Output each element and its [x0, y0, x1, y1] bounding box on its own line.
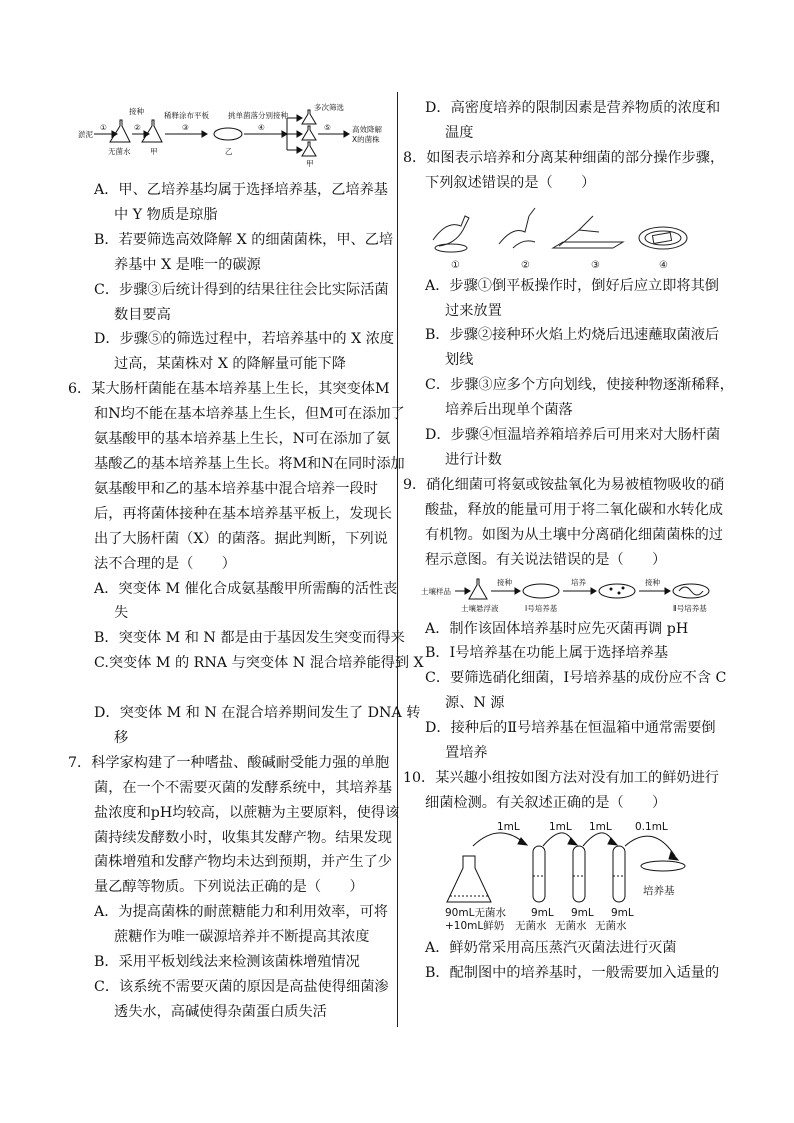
q5-option-d: D．步骤⑤的筛选过程中，若培养基中的 X 浓度 过高，某菌株对 X 的降解量可能下降 [94, 331, 395, 373]
figure-q10-dilution [403, 816, 733, 936]
q9-stem: 9．硝化细菌可将氨或铵盐氧化为易被植物吸收的硝 酸盐，释放的能量可用于将二氧化碳和水转化成 有机物。如图为从土壤中分离硝化细菌菌株的过 程示意图。有关说法错误的是（ ） [403, 476, 725, 568]
q9-label: 土壤样品 [421, 586, 451, 596]
figure-q8-steps [403, 196, 733, 274]
q10-volume-label: 0.1mL [635, 820, 668, 833]
q6-option-b: B．突变体 M 和 N 都是由于基因发生突变而得来 [94, 630, 405, 647]
q9-option-b: B．Ⅰ号培养基在功能上属于选择培养基 [425, 645, 669, 662]
q9-option-d: D．接种后的Ⅱ号培养基在恒温箱中通常需要倒 置培养 [425, 720, 716, 762]
fig5-label: X的菌株 [352, 135, 380, 144]
q10-tube-label: 9mL [571, 906, 594, 919]
q10-tube-label: 无菌水 [595, 919, 627, 932]
q5-option-a: A．甲、乙培养基均属于选择培养基，乙培养基 中 Y 物质是琼脂 [94, 182, 388, 223]
q5-flow-diagram [72, 96, 390, 178]
fig5-label: ③ [182, 123, 189, 132]
q10-dilution-diagram [403, 816, 733, 936]
q10-volume-label: 1mL [589, 820, 612, 833]
fig5-label: 多次筛选 [314, 103, 344, 112]
q9-label: 培养 [571, 577, 586, 587]
q10-tube-label: 无菌水 [555, 919, 587, 932]
q10-volume-label: 1mL [497, 820, 520, 833]
left-column [68, 96, 424, 1025]
q7-option-b: B．采用平板划线法来检测该菌株增殖情况 [94, 954, 360, 971]
fig5-label: 乙 [225, 147, 233, 156]
fig5-label: 稀释涂布平板 [164, 111, 209, 120]
column-divider [397, 92, 398, 1027]
right-column [403, 96, 733, 986]
q10-tube-label: 无菌水 [515, 919, 547, 932]
q8-steps-illustration [403, 196, 733, 274]
q10-volume-label: 1mL [549, 820, 572, 833]
fig5-label: 甲 [150, 147, 158, 156]
q8-option-a: A．步骤①倒平板操作时，倒好后应立即将其倒 过来放置 [425, 277, 719, 319]
q8-option-b: B．步骤②接种环火焰上灼烧后迅速蘸取菌液后 划线 [425, 327, 720, 369]
fig5-label: ① [100, 123, 107, 132]
fig5-label: 挑单菌落分别接种 [228, 111, 288, 120]
q10-option-b: B．配制图中的培养基时，一般需要加入适量的 [425, 964, 720, 981]
q9-label: Ⅱ号培养基 [673, 603, 707, 613]
q5-option-b: B．若要筛选高效降解 X 的细菌菌株，甲、乙培 养基中 X 是唯一的碳源 [94, 231, 394, 273]
q6-option-c: C.突变体 M 的 RNA 与突变体 N 混合培养能得到 X [94, 655, 424, 672]
fig5-label: ② [134, 123, 141, 132]
q7-stem: 7．科学家构建了一种嗜盐、酸碱耐受能力强的单胞 菌，在一个不需要灭菌的发酵系统中，其培养基 盐浓度和pH均较高，以蔗糖为主要原料，使得该 菌持续发酵数小时，收集其发酵产物。结果发现 菌株增殖和发酵产物均未达到预期，并产生了少 量乙醇等物质。下列说法正确的是（ ） [68, 754, 400, 896]
q8-option-c: C．步骤③应多个方向划线，使接种物逐渐稀释， 培养后出现单个菌落 [425, 377, 734, 419]
q8-step-label: ④ [659, 259, 668, 271]
q8-stem: 8．如图表示培养和分离某种细菌的部分操作步骤， 下列叙述错误的是（ ） [403, 149, 725, 191]
q10-stem: 10．某兴趣小组按如图方法对没有加工的鲜奶进行 细菌检测。有关叙述正确的是（ ） [403, 769, 719, 811]
q10-tube-label: 9mL [611, 906, 634, 919]
fig5-label: 甲 [306, 159, 314, 168]
q6-stem: 6．某大肠杆菌能在基本培养基上生长，其突变体M 和N均不能在基本培养基上生长，但M可在添加了 氨基酸甲的基本培养基上生长，N可在添加了氨 基酸乙的基本培养基上生长。将M和N在同时添加 氨基酸甲和乙的基本培养基中混合培养一段时 后，再将菌体接种在基本培养基平板上，发现长 出了大肠杆菌（X）的菌落。据此判断，下列说 法不合理的是（ ） [68, 381, 405, 572]
q5-option-c: C．步骤③后统计得到的结果往往会比实际活菌 数目要高 [94, 281, 389, 323]
q8-option-d: D．步骤④恒温培养箱培养后可用来对大肠杆菌 进行计数 [425, 427, 721, 468]
q9-option-a: A．制作该固体培养基时应先灭菌再调 pH [425, 620, 689, 637]
q7-option-c: C．该系统不需要灭菌的原因是高盐使得细菌渗 透失水，高碱使得杂菌蛋白质失活 [94, 979, 389, 1020]
q9-process-diagram [403, 573, 733, 617]
q9-label: 接种 [497, 577, 512, 587]
q9-option-c: C．要筛选硝化细菌，Ⅰ号培养基的成份应不含 C 源、N 源 [425, 670, 727, 712]
q9-label: 土壤悬浮液 [461, 603, 499, 613]
fig5-label: ④ [258, 123, 265, 132]
q10-plate-label: 培养基 [643, 884, 675, 897]
fig5-label: 淤泥 [78, 130, 93, 139]
q6-option-a: A．突变体 M 催化合成氨基酸甲所需酶的活性丧 失 [94, 580, 398, 622]
figure-q5-flow [72, 96, 390, 178]
q10-tube-label: 9mL [531, 906, 554, 919]
q10-flask-label: +10mL鲜奶 [445, 919, 505, 932]
q9-label: Ⅰ号培养基 [525, 603, 558, 613]
figure-q9-process [403, 573, 733, 617]
q7-option-a: A．为提高菌株的耐蔗糖能力和利用效率，可将 蔗糖作为唯一碳源培养并不断提高其浓度 [94, 904, 388, 946]
fig5-label: 无菌水 [108, 147, 131, 156]
fig5-label: 接种 [129, 107, 144, 116]
q10-option-a: A．鲜奶常采用高压蒸汽灭菌法进行灭菌 [425, 939, 677, 956]
fig5-label: 高效降解 [352, 125, 382, 134]
q10-flask-label: 90mL无菌水 [445, 906, 506, 919]
q7-option-d: D．高密度培养的限制因素是营养物质的浓度和 温度 [425, 100, 721, 141]
q8-step-label: ① [451, 259, 460, 271]
q8-step-label: ③ [591, 259, 600, 271]
q9-label: 接种 [645, 577, 660, 587]
q8-step-label: ② [521, 259, 530, 271]
fig5-label: ⑤ [324, 123, 331, 132]
q6-option-d: D．突变体 M 和 N 在混合培养期间发生了 DNA 转 移 [94, 705, 421, 746]
